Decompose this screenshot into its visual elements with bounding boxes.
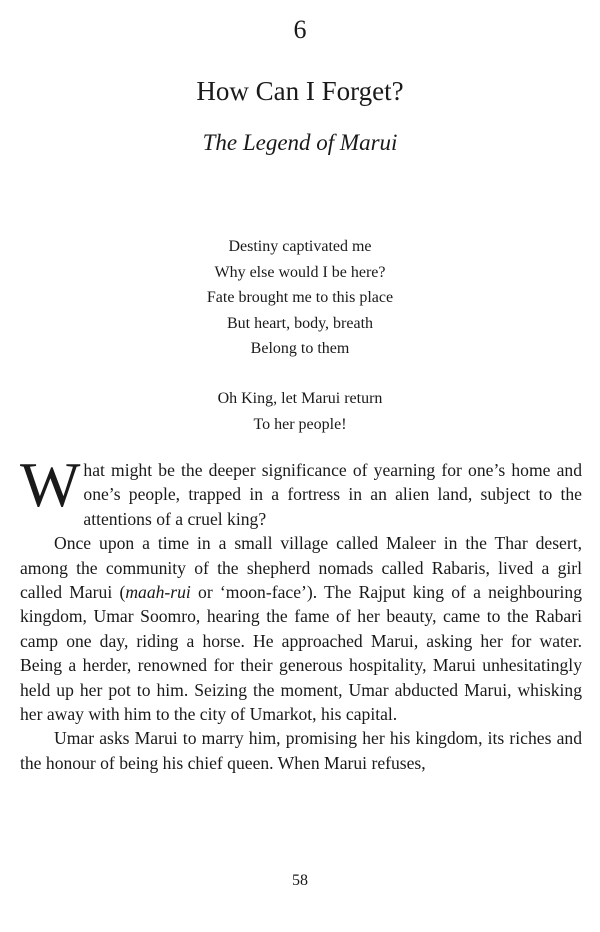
verse-line: Belong to them — [250, 340, 350, 357]
paragraph-2-text-b: or ‘moon-face’). The Rajput king of a neighbouring kingdom, Umar Soomro, hearing the fame of her beauty, came to the Rabari camp one day, riding a horse. He approached Marui, asking her for water. Being a herder, renowned for their generous hospitality, Marui unhesitatingly held up her pot to him. Seizing the moment, Umar abducted Marui, whisking her away with him to the city of Umarkot, his capital. — [20, 582, 582, 725]
chapter-number: 6 — [293, 15, 307, 44]
drop-cap: W — [20, 449, 81, 520]
verse-line: Why else would I be here? — [214, 263, 386, 281]
verse-stanza-1 — [0, 234, 600, 362]
verse-line: Destiny captivated me — [228, 238, 372, 255]
paragraph-2-text-a: Once upon a time in a small village called Maleer in the Thar desert, among the community of the shepherd nomads called Rabaris, lived a girl called Marui ( — [20, 533, 582, 603]
chapter-title: How Can I Forget? — [196, 76, 404, 106]
body-text — [20, 449, 582, 775]
page-number: 58 — [292, 872, 308, 889]
chapter-subtitle: The Legend of Marui — [202, 130, 398, 155]
paragraph-1 — [20, 449, 582, 531]
paragraph-2-italic: maah-rui — [125, 582, 191, 603]
paragraph-2 — [20, 531, 582, 726]
paragraph-1-text: hat might be the deeper significance of yearning for one’s home and one’s people, trapped in a fortress in an alien land, subject to the attentions of a cruel king? — [83, 460, 582, 529]
verse-stanza-2 — [0, 386, 600, 437]
verse-line: To her people! — [253, 415, 347, 433]
paragraph-3: Umar asks Marui to marry him, promising her his kingdom, its riches and the honour of being his chief queen. When Marui refuses, — [20, 728, 582, 773]
verse-line: But heart, body, breath — [226, 314, 374, 332]
verse-line: Oh King, let Marui return — [217, 390, 383, 407]
verse-line: Fate brought me to this place — [206, 289, 394, 306]
